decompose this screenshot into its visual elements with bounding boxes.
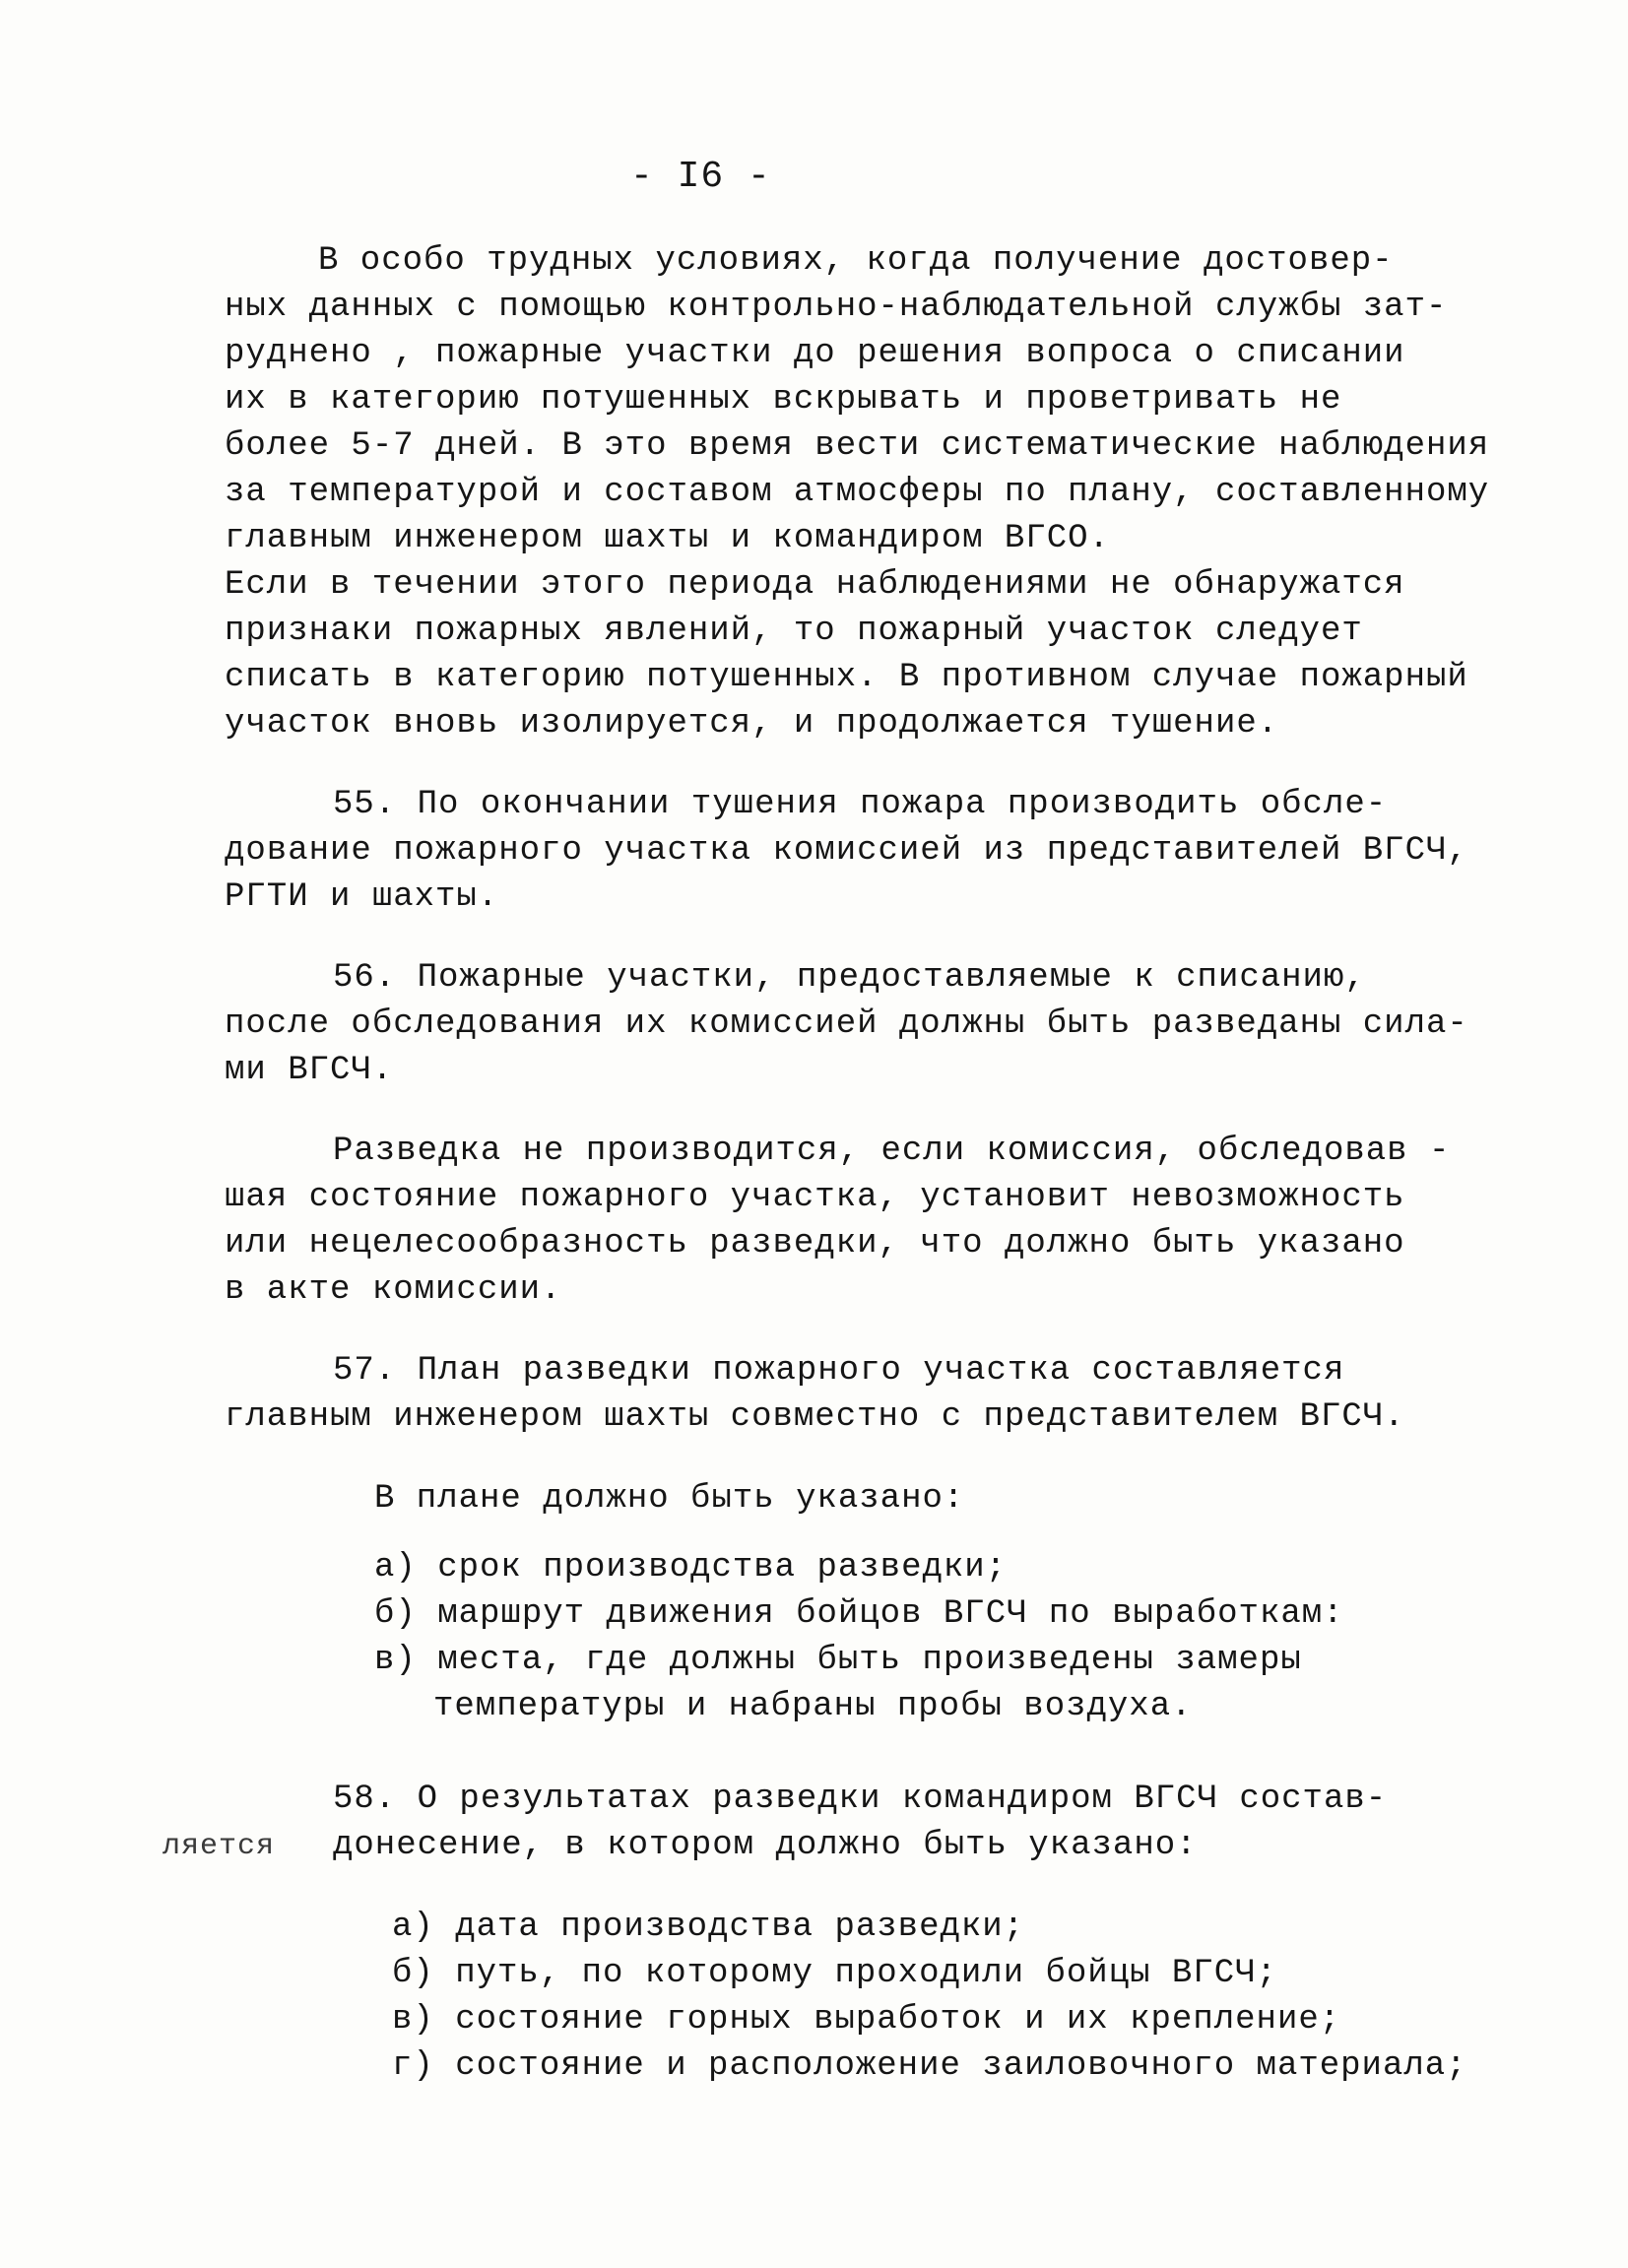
text-line: Если в течении этого периода наблюдениями не обнаружатся	[225, 566, 1405, 604]
list-item: г) состояние и расположение заиловочного материала;	[392, 2047, 1467, 2085]
text-line: ми ВГСЧ.	[225, 1052, 394, 1089]
text-line: ных данных с помощью контрольно-наблюдательной службы зат-	[225, 289, 1448, 326]
text-line: 57. План разведки пожарного участка составляется	[333, 1352, 1345, 1390]
text-line: В плане должно быть указано:	[374, 1480, 965, 1518]
text-line: руднено , пожарные участки до решения вопроса о списании	[225, 335, 1405, 372]
list-item: в) места, где должны быть произведены замеры	[374, 1642, 1302, 1679]
text-line: после обследования их комиссией должны быть разведаны сила-	[225, 1005, 1468, 1043]
margin-fragment: ляется	[163, 1830, 276, 1863]
text-line: или нецелесообразность разведки, что должно быть указано	[225, 1225, 1405, 1263]
list-item: б) маршрут движения бойцов ВГСЧ по выработкам:	[374, 1595, 1344, 1633]
text-line: 55. По окончании тушения пожара производить обсле-	[333, 786, 1388, 823]
text-line: шая состояние пожарного участка, установит невозможность	[225, 1179, 1405, 1216]
list-item: а) дата производства разведки;	[392, 1909, 1025, 1946]
list-item: а) срок производства разведки;	[374, 1549, 1008, 1587]
text-line: главным инженером шахты совместно с представителем ВГСЧ.	[225, 1398, 1405, 1436]
list-item: температуры и набраны пробы воздуха.	[433, 1688, 1193, 1725]
text-line: за температурой и составом атмосферы по плану, составленному	[225, 474, 1490, 511]
text-line: более 5-7 дней. В это время вести систематические наблюдения	[225, 427, 1490, 465]
page-number: - I6 -	[630, 156, 771, 198]
text-line: Разведка не производится, если комиссия, обследовав -	[333, 1133, 1451, 1170]
list-item: б) путь, по которому проходили бойцы ВГСЧ;	[392, 1955, 1277, 1992]
text-line: 58. О результатах разведки командиром ВГСЧ состав-	[333, 1781, 1388, 1818]
text-line: РГТИ и шахты.	[225, 878, 499, 916]
text-line: их в категорию потушенных вскрывать и проветривать не	[225, 381, 1342, 419]
text-line: признаки пожарных явлений, то пожарный участок следует	[225, 613, 1363, 650]
list-item: в) состояние горных выработок и их крепление;	[392, 2001, 1341, 2039]
text-line: участок вновь изолируется, и продолжается тушение.	[225, 705, 1279, 743]
text-line: В особо трудных условиях, когда получение достовер-	[318, 242, 1394, 280]
text-line: списать в категорию потушенных. В противном случае пожарный	[225, 659, 1468, 696]
text-line: донесение, в котором должно быть указано:	[333, 1827, 1198, 1864]
text-line: 56. Пожарные участки, предоставляемые к списанию,	[333, 959, 1366, 997]
text-line: главным инженером шахты и командиром ВГСО.	[225, 520, 1110, 557]
text-line: в акте комиссии.	[225, 1271, 562, 1309]
text-line: дование пожарного участка комиссией из представителей ВГСЧ,	[225, 832, 1468, 870]
